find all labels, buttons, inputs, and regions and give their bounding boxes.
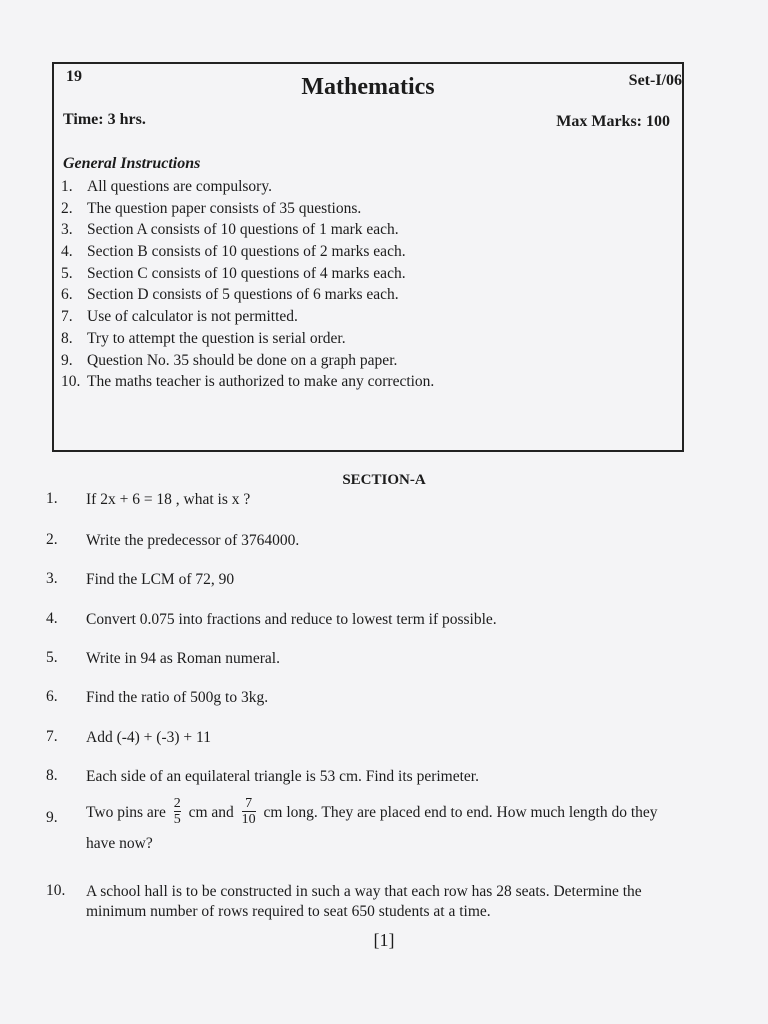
question-number: 10. [46, 882, 66, 899]
question-number: 7. [46, 728, 58, 745]
instruction-number: 9. [61, 351, 73, 369]
instruction-item [61, 350, 434, 372]
instruction-number: 4. [61, 243, 73, 261]
question-3 [46, 570, 686, 590]
instruction-number: 5. [61, 264, 73, 282]
time-allowed: Time: 3 hrs. [63, 111, 146, 128]
question-number: 9. [46, 809, 58, 826]
question-2 [46, 531, 686, 551]
instruction-number: 3. [61, 221, 73, 239]
fraction-numerator: 2 [173, 796, 181, 811]
instruction-number: 8. [61, 329, 73, 347]
question-8 [46, 767, 686, 787]
fraction-numerator: 7 [245, 796, 253, 811]
question-1 [46, 490, 686, 510]
instruction-text: All questions are compulsory. [87, 178, 272, 195]
question-number: 1. [46, 490, 58, 507]
question-4 [46, 610, 686, 630]
question-number: 8. [46, 767, 58, 784]
question-10 [46, 882, 686, 922]
instruction-item [61, 219, 434, 241]
question-text: A school hall is to be constructed in such a way that each row has 28 seats. Determine the minimum number of rows required to seat 650 students at a time. [86, 883, 642, 920]
question-number: 5. [46, 649, 58, 666]
instruction-text: Section C consists of 10 questions of 4 marks each. [87, 264, 406, 282]
paper-title: Mathematics [301, 74, 435, 100]
instruction-text: Section A consists of 10 questions of 1 mark each. [87, 221, 399, 239]
instruction-item [61, 284, 434, 306]
question-text: Add (-4) + (-3) + 11 [86, 729, 211, 746]
question-text-part: have now? [86, 835, 153, 852]
fraction-denominator: 10 [241, 812, 256, 827]
fraction [174, 796, 181, 827]
instruction-number: 1. [61, 178, 73, 195]
instruction-text: Try to attempt the question is serial order. [87, 329, 346, 347]
header-box [52, 62, 684, 452]
section-heading: SECTION-A [342, 472, 426, 488]
instruction-text: Question No. 35 should be done on a graph paper. [87, 351, 398, 369]
max-marks: Max Marks: 100 [556, 113, 670, 130]
question-text [86, 798, 686, 855]
question-5 [46, 649, 686, 669]
instruction-text: Use of calculator is not permitted. [87, 308, 298, 326]
fraction-denominator: 5 [173, 812, 181, 827]
instructions-heading: General Instructions [63, 155, 201, 172]
question-number: 4. [46, 610, 58, 627]
instruction-item [61, 198, 434, 220]
instruction-item [61, 371, 434, 393]
question-number: 3. [46, 570, 58, 587]
question-7 [46, 728, 686, 748]
instructions-list [61, 176, 434, 393]
instruction-text: The maths teacher is authorized to make any correction. [87, 373, 435, 391]
instruction-number: 6. [61, 286, 73, 304]
question-text-part: cm long. They are placed end to end. How much length do they [263, 804, 658, 822]
paper-number: 19 [66, 68, 82, 85]
instruction-number: 7. [61, 308, 73, 326]
question-text: Convert 0.075 into fractions and reduce to lowest term if possible. [86, 611, 497, 628]
question-6 [46, 688, 686, 708]
question-text-part: Two pins are [86, 804, 166, 822]
question-text: Write the predecessor of 3764000. [86, 532, 300, 549]
question-text: Find the LCM of 72, 90 [86, 571, 235, 588]
instruction-text: The question paper consists of 35 questions. [87, 199, 362, 217]
page-number: [1] [373, 930, 395, 950]
instruction-item [61, 306, 434, 328]
question-number: 6. [46, 688, 58, 705]
question-text-part: cm and [188, 804, 234, 822]
question-text: If 2x + 6 = 18 , what is x ? [86, 491, 251, 508]
instruction-text: Section B consists of 10 questions of 2 marks each. [87, 243, 406, 261]
instruction-item [61, 328, 434, 350]
question-9 [46, 798, 686, 855]
question-number: 2. [46, 531, 58, 548]
instruction-item [61, 241, 434, 263]
question-text: Each side of an equilateral triangle is 53 cm. Find its perimeter. [86, 768, 479, 785]
question-text: Write in 94 as Roman numeral. [86, 650, 280, 667]
fraction [242, 796, 256, 827]
instruction-item [61, 176, 434, 198]
set-code: Set-I/06 [628, 72, 682, 89]
instruction-item [61, 263, 434, 285]
instruction-number: 10. [61, 373, 81, 391]
question-text: Find the ratio of 500g to 3kg. [86, 689, 269, 706]
instruction-text: Section D consists of 5 questions of 6 marks each. [87, 286, 399, 304]
instruction-number: 2. [61, 199, 73, 217]
